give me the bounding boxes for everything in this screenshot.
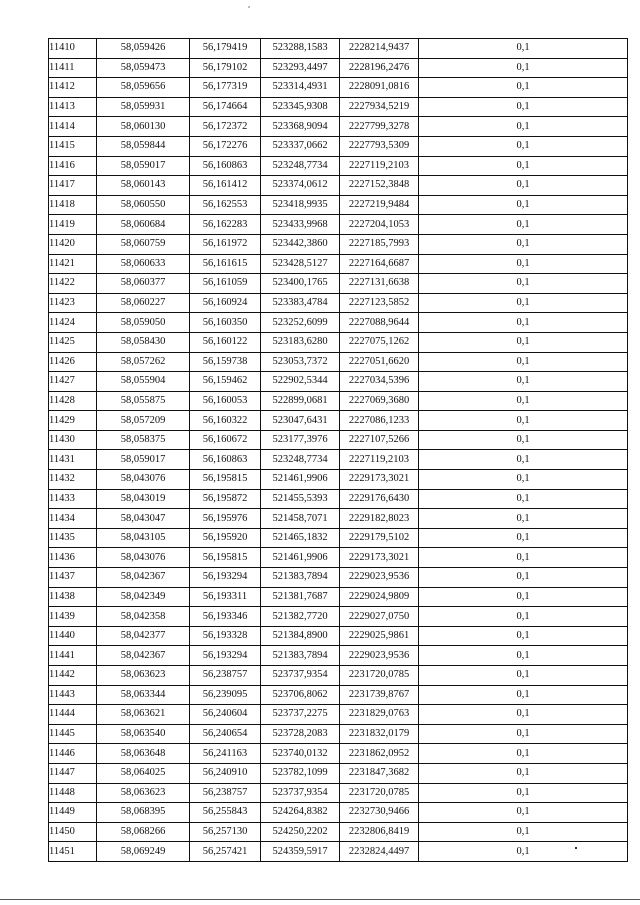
y-coordinate-cell: 2227934,5219 xyxy=(340,97,419,117)
error-value-cell: 0,1 xyxy=(419,372,628,392)
longitude-cell: 56,179102 xyxy=(190,58,261,78)
error-value-cell: 0,1 xyxy=(419,646,628,666)
x-coordinate-cell: 521383,7894 xyxy=(261,646,340,666)
latitude-cell: 58,042367 xyxy=(97,568,190,588)
x-coordinate-cell: 521382,7720 xyxy=(261,607,340,627)
x-coordinate-cell: 523442,3860 xyxy=(261,234,340,254)
latitude-cell: 58,057209 xyxy=(97,411,190,431)
longitude-cell: 56,174664 xyxy=(190,97,261,117)
table-row xyxy=(49,176,628,196)
table-row xyxy=(49,450,628,470)
y-coordinate-cell: 2229024,9809 xyxy=(340,587,419,607)
x-coordinate-cell: 523737,9354 xyxy=(261,783,340,803)
x-coordinate-cell: 523706,8062 xyxy=(261,685,340,705)
y-coordinate-cell: 2229182,8023 xyxy=(340,509,419,529)
latitude-cell: 58,057262 xyxy=(97,352,190,372)
longitude-cell: 56,195920 xyxy=(190,528,261,548)
page-mark xyxy=(248,6,250,8)
table-row xyxy=(49,548,628,568)
x-coordinate-cell: 521461,9906 xyxy=(261,470,340,490)
longitude-cell: 56,160122 xyxy=(190,332,261,352)
y-coordinate-cell: 2231720,0785 xyxy=(340,783,419,803)
y-coordinate-cell: 2227131,6638 xyxy=(340,274,419,294)
point-number-cell: 11431 xyxy=(49,450,97,470)
y-coordinate-cell: 2227119,2103 xyxy=(340,156,419,176)
latitude-cell: 58,063621 xyxy=(97,705,190,725)
error-value-cell: 0,1 xyxy=(419,97,628,117)
x-coordinate-cell: 523740,0132 xyxy=(261,744,340,764)
point-number-cell: 11415 xyxy=(49,136,97,156)
point-number-cell: 11419 xyxy=(49,215,97,235)
x-coordinate-cell: 523368,9094 xyxy=(261,117,340,137)
latitude-cell: 58,063648 xyxy=(97,744,190,764)
y-coordinate-cell: 2228196,2476 xyxy=(340,58,419,78)
point-number-cell: 11428 xyxy=(49,391,97,411)
y-coordinate-cell: 2228091,0816 xyxy=(340,78,419,98)
x-coordinate-cell: 522902,5344 xyxy=(261,372,340,392)
x-coordinate-cell: 523252,6099 xyxy=(261,313,340,333)
point-number-cell: 11429 xyxy=(49,411,97,431)
x-coordinate-cell: 521381,7687 xyxy=(261,587,340,607)
error-value-cell: 0,1 xyxy=(419,274,628,294)
error-value-cell: 0,1 xyxy=(419,176,628,196)
y-coordinate-cell: 2231862,0952 xyxy=(340,744,419,764)
error-value-cell: 0,1 xyxy=(419,254,628,274)
x-coordinate-cell: 523053,7372 xyxy=(261,352,340,372)
error-value-cell: 0,1 xyxy=(419,195,628,215)
y-coordinate-cell: 2229023,9536 xyxy=(340,646,419,666)
error-value-cell: 0,1 xyxy=(419,293,628,313)
point-number-cell: 11445 xyxy=(49,724,97,744)
point-number-cell: 11417 xyxy=(49,176,97,196)
y-coordinate-cell: 2232824,4497 xyxy=(340,842,419,862)
x-coordinate-cell: 524359,5917 xyxy=(261,842,340,862)
longitude-cell: 56,160863 xyxy=(190,450,261,470)
longitude-cell: 56,177319 xyxy=(190,78,261,98)
latitude-cell: 58,058430 xyxy=(97,332,190,352)
error-value-cell: 0,1 xyxy=(419,842,628,862)
longitude-cell: 56,193346 xyxy=(190,607,261,627)
latitude-cell: 58,042358 xyxy=(97,607,190,627)
longitude-cell: 56,160053 xyxy=(190,391,261,411)
point-number-cell: 11446 xyxy=(49,744,97,764)
point-number-cell: 11425 xyxy=(49,332,97,352)
table-row xyxy=(49,156,628,176)
error-value-cell: 0,1 xyxy=(419,117,628,137)
latitude-cell: 58,043076 xyxy=(97,548,190,568)
point-number-cell: 11434 xyxy=(49,509,97,529)
error-value-cell: 0,1 xyxy=(419,234,628,254)
longitude-cell: 56,162553 xyxy=(190,195,261,215)
point-number-cell: 11422 xyxy=(49,274,97,294)
table-row xyxy=(49,587,628,607)
longitude-cell: 56,193294 xyxy=(190,646,261,666)
y-coordinate-cell: 2227219,9484 xyxy=(340,195,419,215)
y-coordinate-cell: 2227069,3680 xyxy=(340,391,419,411)
point-number-cell: 11439 xyxy=(49,607,97,627)
latitude-cell: 58,063540 xyxy=(97,724,190,744)
x-coordinate-cell: 523433,9968 xyxy=(261,215,340,235)
latitude-cell: 58,059844 xyxy=(97,136,190,156)
x-coordinate-cell: 523047,6431 xyxy=(261,411,340,431)
x-coordinate-cell: 523737,2275 xyxy=(261,705,340,725)
longitude-cell: 56,241163 xyxy=(190,744,261,764)
y-coordinate-cell: 2227799,3278 xyxy=(340,117,419,137)
point-number-cell: 11451 xyxy=(49,842,97,862)
latitude-cell: 58,064025 xyxy=(97,763,190,783)
error-value-cell: 0,1 xyxy=(419,666,628,686)
longitude-cell: 56,160924 xyxy=(190,293,261,313)
point-number-cell: 11430 xyxy=(49,430,97,450)
table-row xyxy=(49,195,628,215)
error-value-cell: 0,1 xyxy=(419,548,628,568)
error-value-cell: 0,1 xyxy=(419,626,628,646)
error-value-cell: 0,1 xyxy=(419,78,628,98)
x-coordinate-cell: 521383,7894 xyxy=(261,568,340,588)
y-coordinate-cell: 2227123,5852 xyxy=(340,293,419,313)
longitude-cell: 56,195815 xyxy=(190,548,261,568)
x-coordinate-cell: 523337,0662 xyxy=(261,136,340,156)
error-value-cell: 0,1 xyxy=(419,724,628,744)
latitude-cell: 58,058375 xyxy=(97,430,190,450)
latitude-cell: 58,043105 xyxy=(97,528,190,548)
table-row xyxy=(49,842,628,862)
latitude-cell: 58,063344 xyxy=(97,685,190,705)
y-coordinate-cell: 2229027,0750 xyxy=(340,607,419,627)
point-number-cell: 11449 xyxy=(49,803,97,823)
point-number-cell: 11448 xyxy=(49,783,97,803)
table-row xyxy=(49,763,628,783)
x-coordinate-cell: 523248,7734 xyxy=(261,156,340,176)
point-number-cell: 11438 xyxy=(49,587,97,607)
table-row xyxy=(49,117,628,137)
longitude-cell: 56,160350 xyxy=(190,313,261,333)
table-row xyxy=(49,803,628,823)
longitude-cell: 56,193294 xyxy=(190,568,261,588)
latitude-cell: 58,059017 xyxy=(97,450,190,470)
latitude-cell: 58,043076 xyxy=(97,470,190,490)
error-value-cell: 0,1 xyxy=(419,391,628,411)
latitude-cell: 58,043019 xyxy=(97,489,190,509)
y-coordinate-cell: 2228214,9437 xyxy=(340,39,419,59)
latitude-cell: 58,060143 xyxy=(97,176,190,196)
coordinates-table-body xyxy=(49,39,628,862)
table-row xyxy=(49,430,628,450)
x-coordinate-cell: 523728,2083 xyxy=(261,724,340,744)
table-row xyxy=(49,666,628,686)
y-coordinate-cell: 2229023,9536 xyxy=(340,568,419,588)
y-coordinate-cell: 2227034,5396 xyxy=(340,372,419,392)
longitude-cell: 56,238757 xyxy=(190,783,261,803)
error-value-cell: 0,1 xyxy=(419,705,628,725)
latitude-cell: 58,060550 xyxy=(97,195,190,215)
x-coordinate-cell: 524264,8382 xyxy=(261,803,340,823)
y-coordinate-cell: 2229173,3021 xyxy=(340,470,419,490)
table-row xyxy=(49,332,628,352)
error-value-cell: 0,1 xyxy=(419,332,628,352)
longitude-cell: 56,193328 xyxy=(190,626,261,646)
x-coordinate-cell: 523782,1099 xyxy=(261,763,340,783)
point-number-cell: 11411 xyxy=(49,58,97,78)
point-number-cell: 11426 xyxy=(49,352,97,372)
latitude-cell: 58,059656 xyxy=(97,78,190,98)
table-row xyxy=(49,411,628,431)
longitude-cell: 56,240654 xyxy=(190,724,261,744)
error-value-cell: 0,1 xyxy=(419,489,628,509)
y-coordinate-cell: 2231739,8767 xyxy=(340,685,419,705)
error-value-cell: 0,1 xyxy=(419,470,628,490)
error-value-cell: 0,1 xyxy=(419,568,628,588)
table-row xyxy=(49,293,628,313)
latitude-cell: 58,063623 xyxy=(97,783,190,803)
y-coordinate-cell: 2227152,3848 xyxy=(340,176,419,196)
table-row xyxy=(49,489,628,509)
point-number-cell: 11427 xyxy=(49,372,97,392)
x-coordinate-cell: 523293,4497 xyxy=(261,58,340,78)
y-coordinate-cell: 2232806,8419 xyxy=(340,822,419,842)
longitude-cell: 56,257130 xyxy=(190,822,261,842)
error-value-cell: 0,1 xyxy=(419,528,628,548)
y-coordinate-cell: 2227075,1262 xyxy=(340,332,419,352)
error-value-cell: 0,1 xyxy=(419,450,628,470)
x-coordinate-cell: 523345,9308 xyxy=(261,97,340,117)
longitude-cell: 56,195976 xyxy=(190,509,261,529)
y-coordinate-cell: 2231847,3682 xyxy=(340,763,419,783)
latitude-cell: 58,060227 xyxy=(97,293,190,313)
x-coordinate-cell: 521465,1832 xyxy=(261,528,340,548)
longitude-cell: 56,195872 xyxy=(190,489,261,509)
x-coordinate-cell: 523374,0612 xyxy=(261,176,340,196)
table-row xyxy=(49,607,628,627)
y-coordinate-cell: 2229179,5102 xyxy=(340,528,419,548)
latitude-cell: 58,068395 xyxy=(97,803,190,823)
latitude-cell: 58,060377 xyxy=(97,274,190,294)
coordinates-table xyxy=(48,38,628,862)
latitude-cell: 58,059473 xyxy=(97,58,190,78)
table-row xyxy=(49,78,628,98)
y-coordinate-cell: 2232730,9466 xyxy=(340,803,419,823)
table-row xyxy=(49,352,628,372)
latitude-cell: 58,042349 xyxy=(97,587,190,607)
x-coordinate-cell: 521461,9906 xyxy=(261,548,340,568)
y-coordinate-cell: 2227051,6620 xyxy=(340,352,419,372)
page-bottom-rule xyxy=(0,899,640,900)
table-row xyxy=(49,724,628,744)
error-value-cell: 0,1 xyxy=(419,156,628,176)
table-row xyxy=(49,234,628,254)
point-number-cell: 11418 xyxy=(49,195,97,215)
point-number-cell: 11423 xyxy=(49,293,97,313)
y-coordinate-cell: 2231720,0785 xyxy=(340,666,419,686)
latitude-cell: 58,060130 xyxy=(97,117,190,137)
error-value-cell: 0,1 xyxy=(419,136,628,156)
table-row xyxy=(49,39,628,59)
x-coordinate-cell: 522899,0681 xyxy=(261,391,340,411)
table-row xyxy=(49,391,628,411)
longitude-cell: 56,161972 xyxy=(190,234,261,254)
y-coordinate-cell: 2227204,1053 xyxy=(340,215,419,235)
point-number-cell: 11412 xyxy=(49,78,97,98)
point-number-cell: 11440 xyxy=(49,626,97,646)
y-coordinate-cell: 2229176,6430 xyxy=(340,489,419,509)
x-coordinate-cell: 523383,4784 xyxy=(261,293,340,313)
latitude-cell: 58,042367 xyxy=(97,646,190,666)
error-value-cell: 0,1 xyxy=(419,685,628,705)
table-row xyxy=(49,744,628,764)
point-number-cell: 11435 xyxy=(49,528,97,548)
longitude-cell: 56,161615 xyxy=(190,254,261,274)
longitude-cell: 56,195815 xyxy=(190,470,261,490)
latitude-cell: 58,060633 xyxy=(97,254,190,274)
y-coordinate-cell: 2227086,1233 xyxy=(340,411,419,431)
point-number-cell: 11437 xyxy=(49,568,97,588)
point-number-cell: 11450 xyxy=(49,822,97,842)
point-number-cell: 11433 xyxy=(49,489,97,509)
error-value-cell: 0,1 xyxy=(419,411,628,431)
table-row xyxy=(49,58,628,78)
y-coordinate-cell: 2229173,3021 xyxy=(340,548,419,568)
x-coordinate-cell: 523183,6280 xyxy=(261,332,340,352)
y-coordinate-cell: 2231829,0763 xyxy=(340,705,419,725)
latitude-cell: 58,059426 xyxy=(97,39,190,59)
point-number-cell: 11410 xyxy=(49,39,97,59)
point-number-cell: 11442 xyxy=(49,666,97,686)
latitude-cell: 58,060684 xyxy=(97,215,190,235)
longitude-cell: 56,160863 xyxy=(190,156,261,176)
table-row xyxy=(49,509,628,529)
table-row xyxy=(49,568,628,588)
point-number-cell: 11421 xyxy=(49,254,97,274)
longitude-cell: 56,193311 xyxy=(190,587,261,607)
latitude-cell: 58,059931 xyxy=(97,97,190,117)
y-coordinate-cell: 2231832,0179 xyxy=(340,724,419,744)
error-value-cell: 0,1 xyxy=(419,215,628,235)
point-number-cell: 11416 xyxy=(49,156,97,176)
point-number-cell: 11447 xyxy=(49,763,97,783)
latitude-cell: 58,042377 xyxy=(97,626,190,646)
error-value-cell: 0,1 xyxy=(419,39,628,59)
table-row xyxy=(49,685,628,705)
y-coordinate-cell: 2227185,7993 xyxy=(340,234,419,254)
error-value-cell: 0,1 xyxy=(419,313,628,333)
latitude-cell: 58,055875 xyxy=(97,391,190,411)
point-number-cell: 11432 xyxy=(49,470,97,490)
latitude-cell: 58,063623 xyxy=(97,666,190,686)
longitude-cell: 56,162283 xyxy=(190,215,261,235)
x-coordinate-cell: 523314,4931 xyxy=(261,78,340,98)
table-row xyxy=(49,528,628,548)
x-coordinate-cell: 523288,1583 xyxy=(261,39,340,59)
table-row xyxy=(49,822,628,842)
longitude-cell: 56,161059 xyxy=(190,274,261,294)
longitude-cell: 56,240604 xyxy=(190,705,261,725)
point-number-cell: 11436 xyxy=(49,548,97,568)
longitude-cell: 56,159462 xyxy=(190,372,261,392)
latitude-cell: 58,055904 xyxy=(97,372,190,392)
longitude-cell: 56,238757 xyxy=(190,666,261,686)
table-row xyxy=(49,646,628,666)
point-number-cell: 11444 xyxy=(49,705,97,725)
error-value-cell: 0,1 xyxy=(419,822,628,842)
y-coordinate-cell: 2229025,9861 xyxy=(340,626,419,646)
x-coordinate-cell: 521384,8900 xyxy=(261,626,340,646)
point-number-cell: 11441 xyxy=(49,646,97,666)
error-value-cell: 0,1 xyxy=(419,587,628,607)
point-number-cell: 11424 xyxy=(49,313,97,333)
x-coordinate-cell: 523248,7734 xyxy=(261,450,340,470)
longitude-cell: 56,172372 xyxy=(190,117,261,137)
error-value-cell: 0,1 xyxy=(419,607,628,627)
longitude-cell: 56,239095 xyxy=(190,685,261,705)
table-row xyxy=(49,254,628,274)
longitude-cell: 56,160322 xyxy=(190,411,261,431)
longitude-cell: 56,240910 xyxy=(190,763,261,783)
y-coordinate-cell: 2227119,2103 xyxy=(340,450,419,470)
longitude-cell: 56,179419 xyxy=(190,39,261,59)
table-row xyxy=(49,372,628,392)
y-coordinate-cell: 2227164,6687 xyxy=(340,254,419,274)
latitude-cell: 58,060759 xyxy=(97,234,190,254)
error-value-cell: 0,1 xyxy=(419,783,628,803)
x-coordinate-cell: 523400,1765 xyxy=(261,274,340,294)
x-coordinate-cell: 523428,5127 xyxy=(261,254,340,274)
error-value-cell: 0,1 xyxy=(419,430,628,450)
table-row xyxy=(49,705,628,725)
latitude-cell: 58,059050 xyxy=(97,313,190,333)
error-value-cell: 0,1 xyxy=(419,58,628,78)
y-coordinate-cell: 2227107,5266 xyxy=(340,430,419,450)
table-row xyxy=(49,97,628,117)
y-coordinate-cell: 2227793,5309 xyxy=(340,136,419,156)
table-row xyxy=(49,783,628,803)
x-coordinate-cell: 523737,9354 xyxy=(261,666,340,686)
x-coordinate-cell: 523418,9935 xyxy=(261,195,340,215)
latitude-cell: 58,068266 xyxy=(97,822,190,842)
latitude-cell: 58,043047 xyxy=(97,509,190,529)
longitude-cell: 56,160672 xyxy=(190,430,261,450)
table-row xyxy=(49,313,628,333)
longitude-cell: 56,161412 xyxy=(190,176,261,196)
table-row xyxy=(49,215,628,235)
error-value-cell: 0,1 xyxy=(419,763,628,783)
y-coordinate-cell: 2227088,9644 xyxy=(340,313,419,333)
x-coordinate-cell: 521458,7071 xyxy=(261,509,340,529)
x-coordinate-cell: 523177,3976 xyxy=(261,430,340,450)
point-number-cell: 11414 xyxy=(49,117,97,137)
longitude-cell: 56,159738 xyxy=(190,352,261,372)
error-value-cell: 0,1 xyxy=(419,509,628,529)
point-number-cell: 11413 xyxy=(49,97,97,117)
table-row xyxy=(49,136,628,156)
longitude-cell: 56,257421 xyxy=(190,842,261,862)
x-coordinate-cell: 521455,5393 xyxy=(261,489,340,509)
point-number-cell: 11420 xyxy=(49,234,97,254)
table-row xyxy=(49,626,628,646)
table-row xyxy=(49,274,628,294)
table-row xyxy=(49,470,628,490)
point-number-cell: 11443 xyxy=(49,685,97,705)
longitude-cell: 56,172276 xyxy=(190,136,261,156)
scan-speck xyxy=(575,847,577,849)
error-value-cell: 0,1 xyxy=(419,744,628,764)
error-value-cell: 0,1 xyxy=(419,803,628,823)
x-coordinate-cell: 524250,2202 xyxy=(261,822,340,842)
longitude-cell: 56,255843 xyxy=(190,803,261,823)
latitude-cell: 58,069249 xyxy=(97,842,190,862)
latitude-cell: 58,059017 xyxy=(97,156,190,176)
error-value-cell: 0,1 xyxy=(419,352,628,372)
